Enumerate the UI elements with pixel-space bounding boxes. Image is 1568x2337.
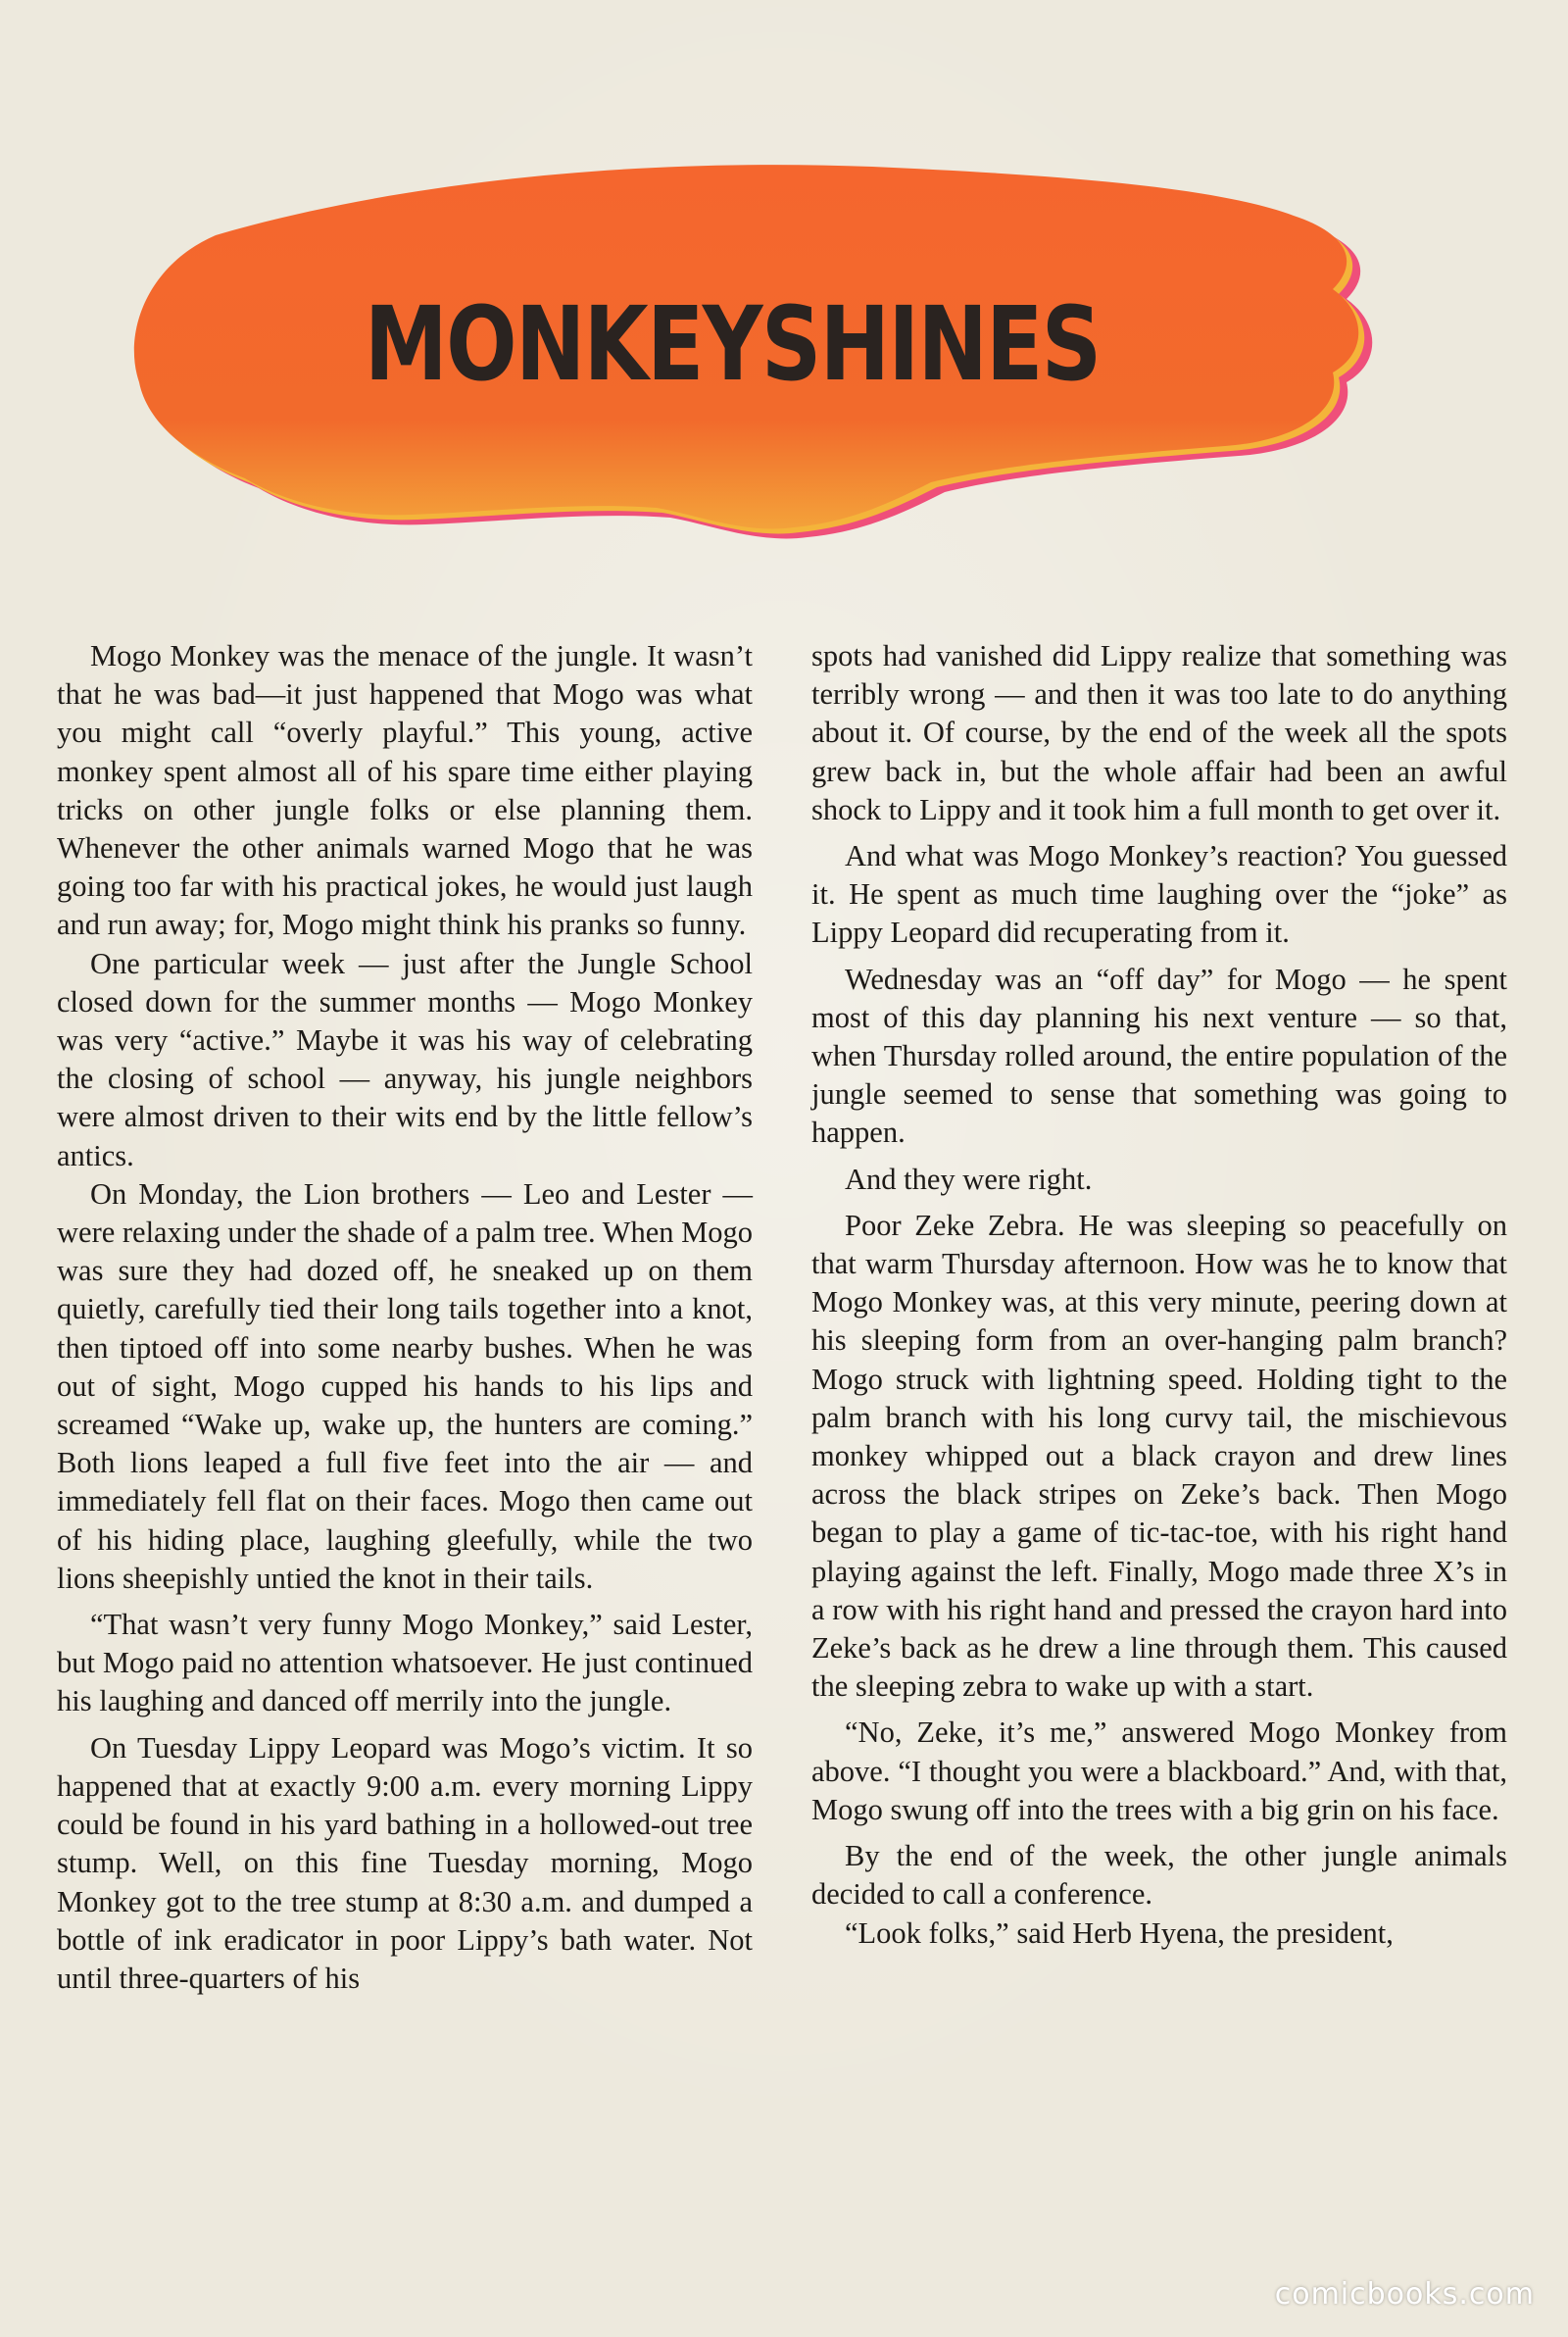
paragraph: Mogo Monkey was the menace of the jungle. It wasn’t that he was bad—it just happened that Mogo was what you might call “overly playful.” This young, active monkey spent almost all of his spare time either playing tricks on other jungle folks or else planning them. Whenever the other animals warned Mogo that he was going too far with his practical jokes, he would just laugh and run away; for, Mogo might think his pranks so funny. bbox=[57, 639, 753, 942]
paragraph: “No, Zeke, it’s me,” answered Mogo Monkey from above. “I thought you were a blackboard.” And, with that, Mogo swung off into the trees with a big grin on his face. bbox=[811, 1715, 1507, 1826]
watermark: comicbooks.com bbox=[1274, 2277, 1535, 2312]
paragraph: Wednesday was an “off day” for Mogo — he spent most of this day planning his next venture — so that, when Thursday rolled around, the entire population of the jungle seemed to sense that something was going to happen. bbox=[811, 962, 1507, 1150]
paragraph: spots had vanished did Lippy realize that something was terribly wrong — and then it was too late to do anything about it. Of course, by the end of the week all the spots grew back in, but the whole affair had been an awful shock to Lippy and it took him a full month to get over it. bbox=[811, 639, 1507, 826]
paragraph: On Tuesday Lippy Leopard was Mogo’s victim. It so happened that at exactly 9:00 a.m. every morning Lippy could be found in his yard bathing in a hollowed-out tree stump. Well, on this fine Tuesday morning, Mogo Monkey got to the tree stump at 8:30 a.m. and dumped a bottle of ink eradicator in poor Lippy’s bath water. Not until three-quarters of his bbox=[57, 1730, 753, 1995]
paragraph: Poor Zeke Zebra. He was sleeping so peacefully on that warm Thursday afternoon. How was he to know that Mogo Monkey was, at this very minute, peering down at his sleeping form from an over-hanging palm branch? Mogo struck with lightning speed. Holding tight to the palm branch with his long curvy tail, the mischievous monkey whipped out a black crayon and drew lines across the black stripes on Zeke’s back. Then Mogo began to play a game of tic-tac-toe, with his right hand playing against the left. Finally, Mogo made three X’s in a row with his right hand and pressed the crayon hard into Zeke’s back as he drew a line through them. This caused the sleeping zebra to wake up with a start. bbox=[811, 1208, 1507, 1704]
paragraph: And what was Mogo Monkey’s reaction? You guessed it. He spent as much time laughing over the “joke” as Lippy Leopard did recuperating from it. bbox=[811, 839, 1507, 950]
text-column-left bbox=[57, 637, 753, 1998]
paragraph: “Look folks,” said Herb Hyena, the president, bbox=[845, 1915, 1394, 1950]
paragraph: And they were right. bbox=[845, 1162, 1093, 1196]
title-banner bbox=[69, 118, 1382, 578]
text-column-right bbox=[811, 637, 1507, 1953]
page-title: MONKEYSHINES bbox=[364, 284, 1101, 404]
paragraph: One particular week — just after the Jungle School closed down for the summer months — Mogo Monkey was very “active.” Maybe it was his way of celebrating the closing of school — anyway, his jungle neighbors were almost driven to their wits end by the little fellow’s antics. bbox=[57, 946, 753, 1172]
paragraph: By the end of the week, the other jungle animals decided to call a conference. bbox=[811, 1839, 1507, 1912]
paragraph: “That wasn’t very funny Mogo Monkey,” said Lester, but Mogo paid no attention whatsoever. He just continued his laughing and danced off merrily into the jungle. bbox=[57, 1608, 753, 1718]
paragraph: On Monday, the Lion brothers — Leo and Lester — were relaxing under the shade of a palm tree. When Mogo was sure they had dozed off, he sneaked up on them quietly, carefully tied their long tails together into a knot, then tiptoed off into some nearby bushes. When he was out of sight, Mogo cupped his hands to his lips and screamed “Wake up, wake up, the hunters are coming.” Both lions leaped a full five feet into the air — and immediately fell flat on their faces. Mogo then came out of his hiding place, laughing gleefully, while the two lions sheepishly untied the knot in their tails. bbox=[57, 1176, 753, 1595]
